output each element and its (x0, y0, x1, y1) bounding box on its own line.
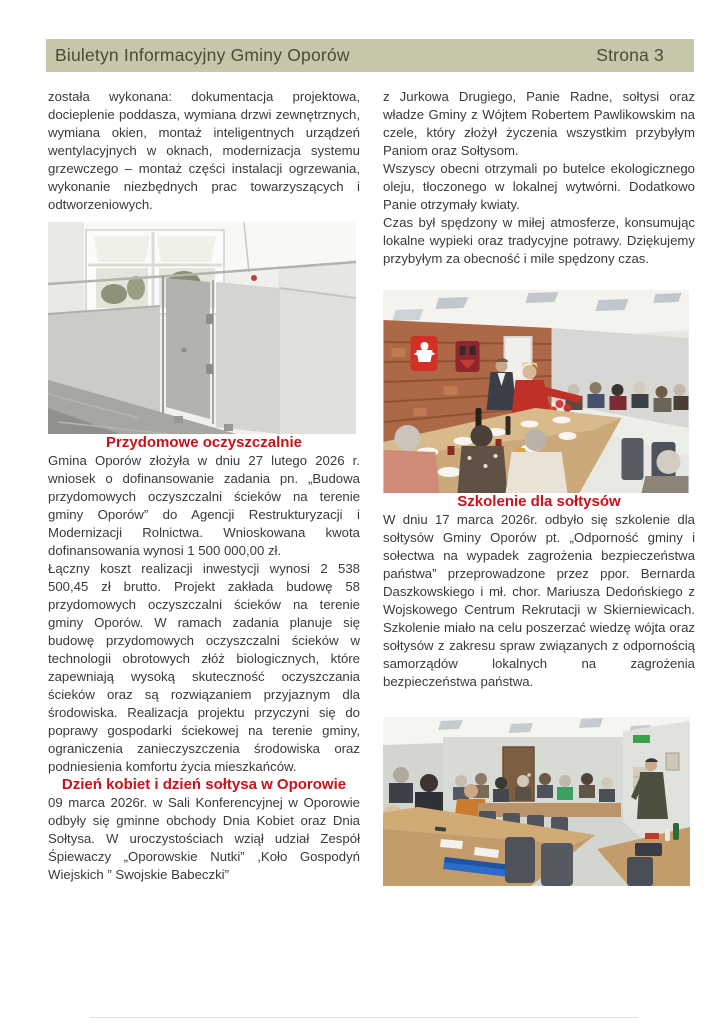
paragraph-termomodernizacja: została wykonana: dokumentacja projektowa, docieplenie poddasza, wymiana drzwi zewnętrznych, wymiana okien, montaż inteligentnych urządzeń wentylacyjnych w oknach, modernizacja systemu grzewczego – montaż części instalacji ogrzewania, wykonanie niezbędnych prac towarzyszących i odtworzeniowych. (48, 89, 360, 212)
paragraph-oczyszczalnie-2: Łączny koszt realizacji inwestycji wynosi 2 538 500,45 zł brutto. Projekt zakłada budowę 58 przydomowych oczyszczalni ścieków na terenie gminy Oporów. W ramach zadania planuje się budowę przydomowych oczyszczalni ścieków w technologii obrotowych złóż biologicznych, które zapewniają wysoką skuteczność oczyszczania ścieków oraz są rozwiązaniem przyjaznym dla środowiska. Realizacja projektu przyczyni się do poprawy gospodarki ściekowej na terenie gminy, ograniczenia zanieczyszczenia środowiska oraz podniesienia komfortu życia mieszkańców. (48, 561, 360, 774)
photo-womens-day-celebration (383, 290, 689, 493)
page-number: Strona 3 (596, 45, 664, 65)
paragraph-atmosfera: Czas był spędzony w miłej atmosferze, konsumując lokalne wypieki oraz tradycyjne potrawy. Dziękujemy przybyłym za obecność i mile spędzony czas. (383, 215, 695, 266)
footer-divider (90, 1017, 638, 1018)
paragraph-upominki: Wszyscy obecni otrzymali po butelce ekologicznego oleju, tłoczonego w lokalnej wytwórni. Dodatkowo Panie otrzymały kwiaty. (383, 161, 695, 212)
page-header (46, 39, 694, 72)
paragraph-szkolenie: W dniu 17 marca 2026r. odbyło się szkolenie dla sołtysów Gminy Oporów pt. „Odporność gminy i sołectwa na wypadek zagrożenia bezpieczeństwa państwa” przeprowadzone przez ppor. Bernarda Daszkowskiego i mł. chor. Mariusza Dedońskiego z Wojskowego Centrum Rekrutacji w Skierniewicach. Szkolenie miało na celu poszerzać wiedzę wójta oraz sołtysów z zakresu spraw związanych z odpornością samorządów lokalnych na zagrożenia bezpieczeństwa państwa. (383, 512, 695, 689)
right-column (383, 88, 695, 886)
heading-dzien-kobiet: Dzień kobiet i dzień sołtysa w Oporowie (61, 776, 347, 793)
photo-soltys-training-room (383, 717, 690, 886)
paragraph-dzien-kobiet: 09 marca 2026r. w Sali Konferencyjnej w Oporowie odbyły się gminne obchody Dnia Kobiet oraz Dnia Sołtysa. W uroczystościach wziął udział Zespół Śpiewaczy „Oporowskie Nutki” ,Koło Gospodyń Wiejskich ” Swojskie Babeczki” (48, 795, 360, 882)
heading-szkolenie: Szkolenie dla sołtysów (457, 493, 621, 510)
left-column (48, 88, 360, 884)
photo-renovated-sanitary-rooms (48, 222, 356, 434)
paragraph-oczyszczalnie-1: Gmina Oporów złożyła w dniu 27 lutego 2026 r. wniosek o dofinansowanie zadania pn. „Budowa przydomowych oczyszczalni ścieków na terenie gminy Oporów” do Agencji Restrukturyzacji i Modernizacji Rolnictwa. Wnioskowana kwota dofinansowania wynosi 1 500 000,00 zł. (48, 453, 360, 558)
heading-przydomowe-oczyszczalnie: Przydomowe oczyszczalnie (106, 434, 302, 451)
paragraph-goscie: z Jurkowa Drugiego, Panie Radne, sołtysi oraz władze Gminy z Wójtem Robertem Pawlikowskim na czele, który złożył życzenia wszystkim przybyłym Paniom oraz Sołtysom. (383, 89, 695, 158)
newsletter-title: Biuletyn Informacyjny Gminy Oporów (55, 45, 350, 65)
